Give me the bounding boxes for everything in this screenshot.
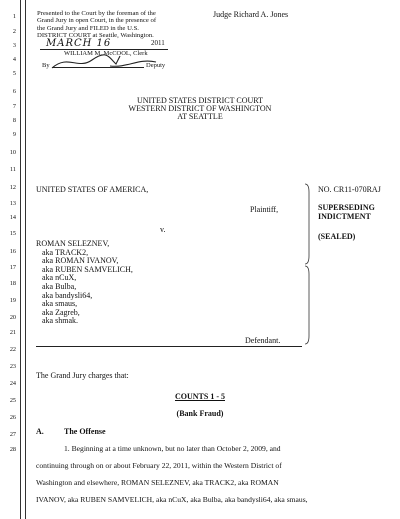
line-number: 15 [9, 230, 16, 237]
defendant-block [36, 240, 133, 326]
judge-name: Judge Richard A. Jones [213, 10, 289, 19]
defendant-line: aka smaus, [42, 299, 78, 309]
line-number: 18 [9, 280, 16, 287]
line-number: 17 [9, 264, 16, 271]
defendant-line: ROMAN SELEZNEV, [36, 239, 110, 248]
defendant-line: aka shmak. [42, 316, 78, 326]
line-number: 5 [12, 70, 16, 77]
line-number: 26 [9, 414, 16, 421]
defendant-line: aka bandysli64, [42, 290, 93, 300]
paragraph-line: IVANOV, aka RUBEN SAMVELICH, aka nCuX, aka Bulba, aka bandysli64, aka smaus, [36, 495, 308, 504]
deputy-label: Deputy [146, 62, 166, 69]
line-number: 24 [9, 380, 16, 387]
defendant-line: aka Zagreb, [42, 307, 80, 317]
court-location: AT SEATTLE [177, 112, 223, 121]
caption-rule [36, 346, 302, 347]
line-number: 27 [9, 431, 16, 438]
court-name: UNITED STATES DISTRICT COURT [136, 96, 264, 105]
line-number: 6 [12, 88, 16, 95]
paragraph-line: 1. Beginning at a time unknown, but no later than October 2, 2009, and [64, 444, 281, 453]
margin-rule [20, 0, 26, 519]
case-number: NO. CR11-070RAJ [318, 185, 381, 194]
counts-heading: COUNTS 1 - 5 [174, 392, 225, 401]
paragraph-line: Washington and elsewhere, ROMAN SELEZNEV, aka TRACK2, aka ROMAN [36, 478, 279, 487]
handwritten-date: MARCH 16 [46, 38, 112, 49]
defendant-label: Defendant. [245, 336, 281, 345]
line-number: 10 [9, 149, 16, 156]
line-number: 23 [9, 363, 16, 370]
stamp-line: the Grand Jury and FILED in the U.S. [37, 24, 139, 32]
by-label: By [42, 62, 50, 69]
grand-jury-intro: The Grand Jury charges that: [36, 371, 129, 380]
line-number: 12 [9, 184, 16, 191]
section-title: The Offense [64, 427, 106, 436]
line-number: 22 [9, 346, 16, 353]
versus: v. [160, 225, 166, 234]
stamp-line: Grand Jury in open Court, in the presence of [37, 17, 157, 25]
doc-title-line2: INDICTMENT [318, 212, 371, 221]
line-number: 13 [9, 200, 16, 207]
line-number: 1 [12, 13, 16, 20]
doc-title-line1: SUPERSEDING [318, 203, 375, 212]
defendant-line: aka RUBEN SAMVELICH, [42, 264, 133, 274]
line-number: 9 [12, 131, 16, 138]
line-number: 16 [9, 248, 16, 255]
plaintiff-label: Plaintiff, [250, 205, 279, 214]
defendant-line: aka nCuX, [42, 273, 77, 283]
line-number: 28 [9, 446, 16, 453]
clerk-name: WILLIAM M. McCOOL, Clerk [64, 50, 148, 57]
line-number: 8 [12, 117, 16, 124]
stamp-line: DISTRICT COURT at Seattle, Washington. [37, 31, 154, 39]
line-number: 19 [9, 297, 16, 304]
court-district: WESTERN DISTRICT OF WASHINGTON [128, 104, 272, 113]
counts-subheading: (Bank Fraud) [176, 409, 224, 418]
line-number: 21 [9, 329, 16, 336]
section-letter: A. [36, 427, 44, 436]
defendant-line: aka Bulba, [42, 281, 77, 291]
caption-bracket [303, 182, 313, 348]
paragraph-line: continuing through on or about February 22, 2011, within the Western District of [36, 461, 282, 470]
line-number: 2 [12, 28, 16, 35]
line-number: 11 [10, 166, 16, 173]
line-number: 4 [12, 56, 16, 63]
line-number: 14 [9, 214, 16, 221]
sealed-label: (SEALED) [318, 232, 356, 241]
defendant-line: aka ROMAN IVANOV, [42, 256, 119, 266]
stamp-year: 2011 [151, 39, 165, 47]
line-number: 3 [12, 42, 16, 49]
line-number: 25 [9, 397, 16, 404]
defendant-line: aka TRACK2, [42, 247, 89, 257]
line-number: 7 [12, 103, 16, 110]
stamp-line: Presented to the Court by the foreman of the [37, 10, 156, 17]
plaintiff-name: UNITED STATES OF AMERICA, [36, 185, 149, 194]
line-number: 20 [9, 314, 16, 321]
signature-rule [52, 67, 144, 68]
filing-stamp [37, 10, 167, 39]
